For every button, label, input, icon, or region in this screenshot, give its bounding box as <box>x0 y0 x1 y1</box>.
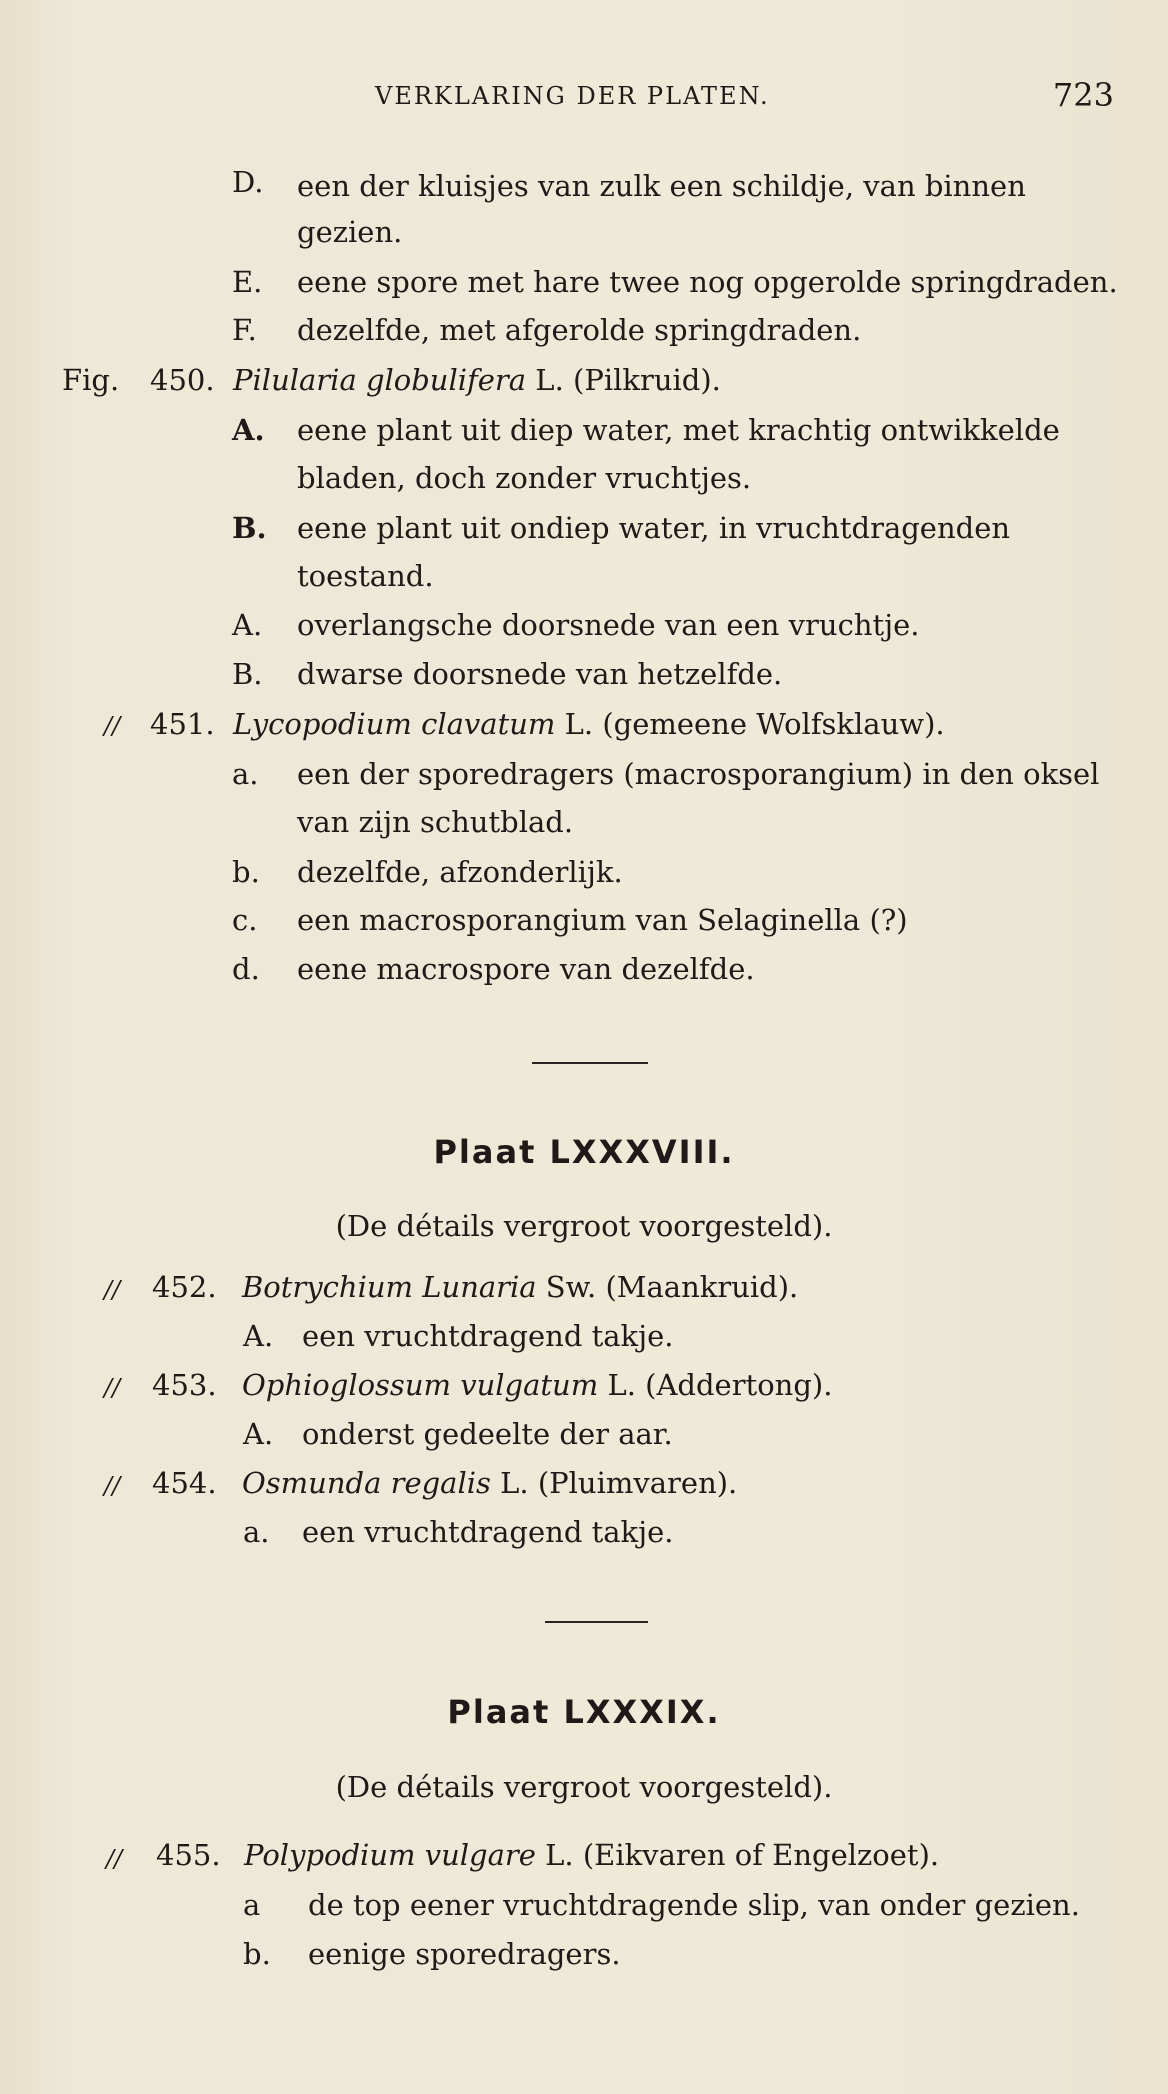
item-label: A. <box>243 1319 274 1353</box>
item-label: a. <box>232 757 259 791</box>
fig-caption <box>242 1270 799 1304</box>
species-rest: L. (Pluimvaren). <box>490 1466 738 1500</box>
ditto-mark: // <box>104 1276 121 1304</box>
species-rest: L. (Pilkruid). <box>526 363 721 397</box>
item-label: b. <box>243 1937 271 1971</box>
item-label: A. <box>232 413 265 447</box>
item-text: toestand. <box>297 559 434 593</box>
fig-caption <box>233 707 945 741</box>
plate-subtitle: (De détails vergroot voorgesteld). <box>335 1770 833 1804</box>
plate-subtitle: (De détails vergroot voorgesteld). <box>335 1209 833 1243</box>
fig-number: 453. <box>152 1368 217 1402</box>
item-label: A. <box>243 1417 274 1451</box>
item-label: c. <box>232 903 258 937</box>
item-label: b. <box>232 855 260 889</box>
item-label: a. <box>243 1515 270 1549</box>
item-text: een vruchtdragend takje. <box>302 1515 674 1549</box>
item-text: van zijn schutblad. <box>297 805 574 839</box>
ditto-mark: // <box>104 712 121 740</box>
section-divider <box>545 1621 648 1623</box>
species-rest: L. (gemeene Wolfsklauw). <box>555 707 945 741</box>
item-label: d. <box>232 952 260 986</box>
ditto-mark: // <box>104 1472 121 1500</box>
item-label: D. <box>232 165 264 199</box>
item-label: B. <box>232 657 263 691</box>
item-text: eenige sporedragers. <box>308 1937 621 1971</box>
item-text: onderst gedeelte der aar. <box>302 1417 673 1451</box>
fig-number: 452. <box>152 1270 217 1304</box>
item-text: een macrosporangium van Selaginella (?) <box>297 903 908 937</box>
species-name: Osmunda regalis <box>242 1466 491 1500</box>
fig-caption <box>233 363 721 397</box>
plate-title: Plaat LXXXVIII. <box>433 1133 735 1171</box>
plate-title: Plaat LXXXIX. <box>447 1693 721 1731</box>
fig-caption <box>244 1838 940 1872</box>
item-text: overlangsche doorsnede van een vruchtje. <box>297 608 920 642</box>
item-text: de top eener vruchtdragende slip, van onder gezien. <box>308 1888 1080 1922</box>
item-text: dwarse doorsnede van hetzelfde. <box>297 657 783 691</box>
item-text: eene plant uit ondiep water, in vruchtdragenden <box>297 511 1011 545</box>
item-text: bladen, doch zonder vruchtjes. <box>297 461 752 495</box>
section-divider <box>532 1062 648 1064</box>
running-title: VERKLARING DER PLATEN. <box>375 82 770 110</box>
ditto-mark: // <box>104 1374 121 1402</box>
item-label: E. <box>232 265 263 299</box>
item-label: F. <box>232 313 257 347</box>
ditto-mark: // <box>106 1845 123 1873</box>
species-name: Lycopodium clavatum <box>233 707 556 741</box>
item-label: a <box>243 1888 261 1922</box>
species-name: Botrychium Lunaria <box>242 1270 537 1304</box>
fig-caption <box>242 1466 738 1500</box>
item-label: B. <box>232 511 267 545</box>
fig-caption <box>242 1368 833 1402</box>
fig-number: 451. <box>150 707 215 741</box>
species-name: Pilularia globulifera <box>233 363 527 397</box>
species-name: Polypodium vulgare <box>244 1838 536 1872</box>
item-text: een der kluisjes van zulk een schildje, van binnen <box>297 169 1026 203</box>
species-rest: L. (Eikvaren of Engelzoet). <box>535 1838 940 1872</box>
page-number: 723 <box>1052 76 1114 114</box>
fig-number: 450. <box>150 363 215 397</box>
item-text: eene plant uit diep water, met krachtig ontwikkelde <box>297 413 1060 447</box>
item-text: een der sporedragers (macrosporangium) in den oksel <box>297 757 1100 791</box>
species-rest: L. (Addertong). <box>598 1368 833 1402</box>
item-text: een vruchtdragend takje. <box>302 1319 674 1353</box>
item-text: gezien. <box>297 215 403 249</box>
fig-number: 454. <box>152 1466 217 1500</box>
species-rest: Sw. (Maankruid). <box>536 1270 799 1304</box>
fig-prefix: Fig. <box>62 363 120 397</box>
item-label: A. <box>232 608 263 642</box>
item-text: dezelfde, afzonderlijk. <box>297 855 623 889</box>
item-text: eene spore met hare twee nog opgerolde springdraden. <box>297 265 1118 299</box>
species-name: Ophioglossum vulgatum <box>242 1368 599 1402</box>
fig-number: 455. <box>156 1838 221 1872</box>
item-text: eene macrospore van dezelfde. <box>297 952 755 986</box>
item-text: dezelfde, met afgerolde springdraden. <box>297 313 862 347</box>
